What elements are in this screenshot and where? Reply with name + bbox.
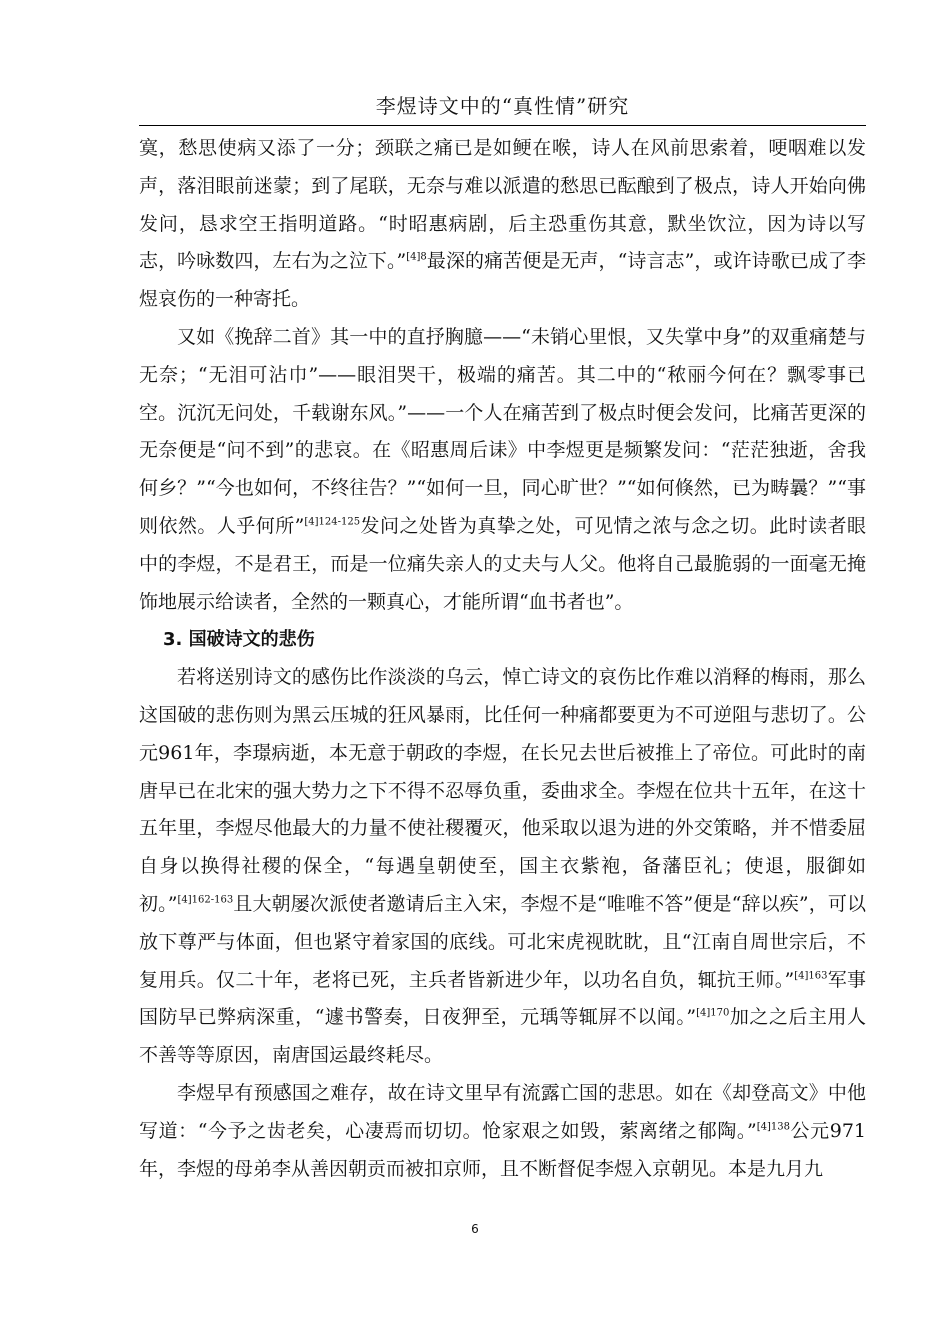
paragraph-3 bbox=[139, 659, 866, 1075]
section-heading: 3. 国破诗文的悲伤 bbox=[163, 629, 315, 651]
text-run: 最深的痛苦便是无声，“诗言志”，或许诗歌已成了李煜哀伤的一种寄托。 bbox=[139, 250, 867, 311]
text-run: 发问之处皆为真挚之处，可见情之浓与念之切。此时读者眼中的李煜，不是君王，而是一位痛失亲人的丈夫与人父。他将自己最脆弱的一面毫无掩饰地展示给读者，全然的一颗真心，才能所谓“血书者也”。 bbox=[139, 514, 866, 613]
citation: [4]8 bbox=[406, 252, 427, 264]
citation: [4]170 bbox=[696, 1008, 730, 1019]
text-run: 加之之后主用人不善等等原因，南唐国运最终耗尽。 bbox=[139, 1006, 866, 1067]
paragraph-2 bbox=[139, 319, 866, 621]
text-run: 李煜早有预感国之难存，故在诗文里早有流露亡国的悲思。如在《却登高文》中他写道：“今予之齿老矣，心凄焉而切切。怆家艰之如毁，萦离绪之郁陶。” bbox=[139, 1081, 866, 1142]
text-run: 若将送别诗文的感伤比作淡淡的乌云，悼亡诗文的哀伤比作难以消释的梅雨，那么这国破的悲伤则为黑云压城的狂风暴雨，比任何一种痛都要更为不可逆阻与悲切了。公元961年，李璟病逝，本无意于朝政的李煜，在长兄去世后被推上了帝位。可此时的南唐早已在北宋的强大势力之下不得不忍辱负重，委曲求全。李煜在位共十五年，在这十五年里，李煜尽他最大的力量不使社稷覆灭，他采取以退为进的外交策略，并不惜委屈自身以换得社稷的保全，“每遇皇朝使至，国主衣紫袍，备藩臣礼；使退，服御如初。” bbox=[139, 666, 866, 915]
text-run: 军事国防早已弊病深重，“遽书警奏，日夜狎至，元瑀等辄屏不以闻。” bbox=[139, 968, 866, 1029]
text-run: 寞，愁思使病又添了一分；颈联之痛已是如鲠在喉，诗人在风前思索着，哽咽难以发声，落泪眼前迷蒙；到了尾联，无奈与难以派遣的愁思已酝酿到了极点，诗人开始向佛发问，恳求空王指明道路。“时昭惠病剧，后主恐重伤其意，默坐饮泣，因为诗以写志，吟咏数四，左右为之泣下。” bbox=[139, 137, 866, 273]
text-run: 又如《挽辞二首》其一中的直抒胸臆——“未销心里恨，又失掌中身”的双重痛楚与无奈；“无泪可沾巾”——眼泪哭干，极端的痛苦。其二中的“秾丽今何在？飘零事已空。沉沉无问处，千载谢东风。”——一个人在痛苦到了极点时便会发问，比痛苦更深的无奈便是“问不到”的悲哀。在《昭惠周后诔》中李煜更是频繁发问：“茫茫独逝，舍我何乡？”“今也如何，不终往告？”“如何一旦，同心旷世？”“如何倏然，已为畴曩？”“事则依然。人乎何所” bbox=[139, 325, 866, 537]
text-run: 公元971年，李煜的母弟李从善因朝贡而被扣京师，且不断督促李煜入京朝见。本是九月九 bbox=[139, 1119, 866, 1180]
citation: [4]124-125 bbox=[304, 516, 361, 528]
page-number: 6 bbox=[471, 1222, 479, 1236]
citation: [4]138 bbox=[756, 1121, 790, 1133]
body-text bbox=[139, 130, 866, 1188]
citation: [4]162-163 bbox=[177, 894, 234, 906]
running-header: 李煜诗文中的“真性情”研究 bbox=[139, 90, 866, 126]
paragraph-4 bbox=[139, 1075, 866, 1188]
text-run: 且大朝屡次派使者邀请后主入宋，李煜不是“唯唯不答”便是“辞以疾”，可以放下尊严与体面，但也紧守着家国的底线。可北宋虎视眈眈，且“江南自周世宗后，不复用兵。仅二十年，老将已死，主兵者皆新进少年，以功名自负，辄抗王师。” bbox=[139, 892, 866, 991]
citation: [4]163 bbox=[794, 970, 828, 982]
paragraph-1 bbox=[139, 130, 866, 319]
